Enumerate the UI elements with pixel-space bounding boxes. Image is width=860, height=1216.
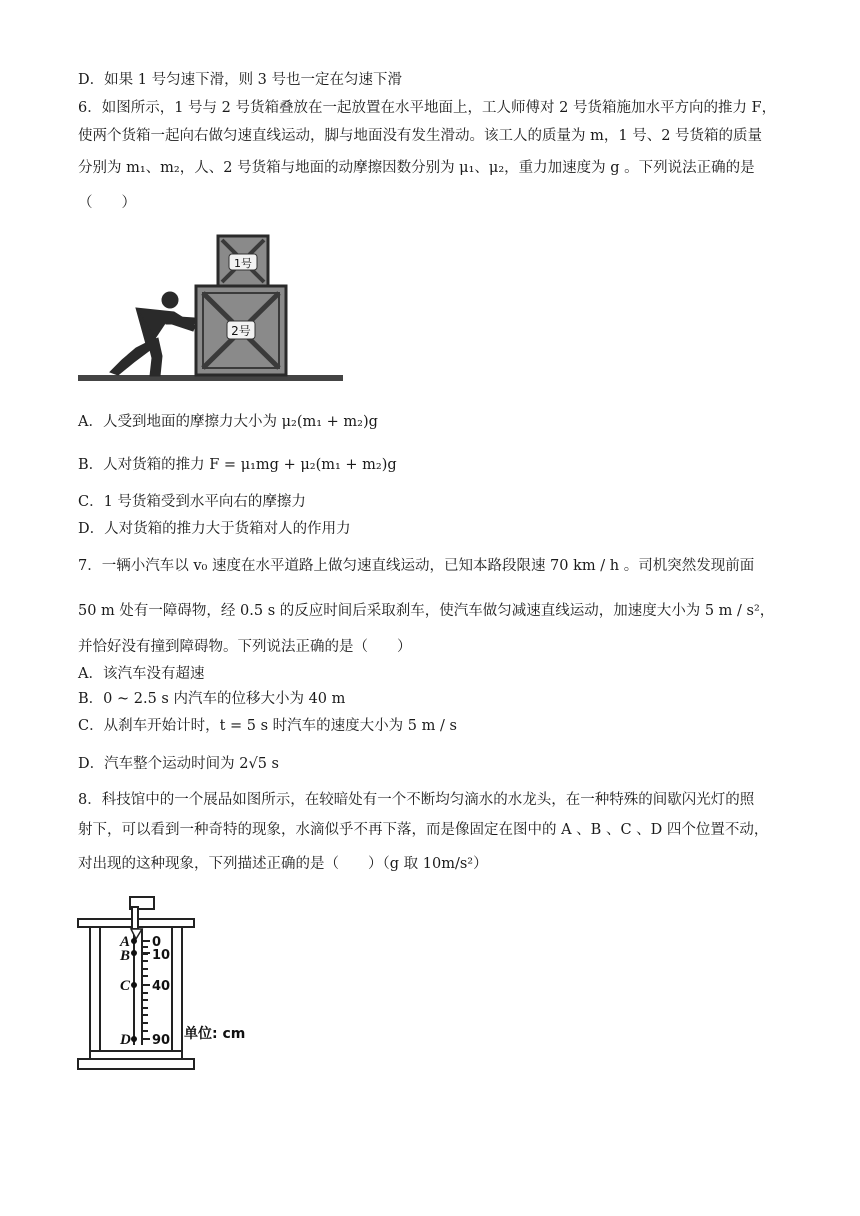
drop-d [131,1036,137,1042]
label-d: D [120,1032,131,1048]
scale-0: 0 [152,935,162,950]
label-a: A [120,934,131,950]
q7-stem-line-1: 7．一辆小汽车以 v₀ 速度在水平道路上做匀速直线运动，已知本路段限速 70 km / h 。司机突然发现前面 [78,558,755,574]
q6-stem-line-3: 分别为 m₁、m₂，人、2 号货箱与地面的动摩擦因数分别为 μ₁、μ₂，重力加速度为 g 。下列说法正确的是 [78,160,755,176]
q6-option-d: D．人对货箱的推力大于货箱对人的作用力 [78,521,351,537]
q8-stem-line-2: 射下，可以看到一种奇特的现象，水滴似乎不再下落，而是像固定在图中的 A 、B 、C 、D 四个位置不动， [78,822,769,838]
unit-label: 单位: cm [184,1026,246,1042]
scale-90: 90 [152,1033,171,1048]
q7-option-b: B．0 ~ 2.5 s 内汽车的位移大小为 40 m [78,691,346,707]
worker [110,292,195,376]
box-2-label: 2号 [231,324,251,338]
label-b: B [120,948,131,964]
q7-option-d: D．汽车整个运动时间为 2√5 s [78,756,279,772]
box-2 [196,286,286,375]
q6-option-b: B．人对货箱的推力 F = μ₁mg + μ₂(m₁ + m₂)g [78,457,397,473]
q7-stem-line-2: 50 m 处有一障碍物，经 0.5 s 的反应时间后采取刹车，使汽车做匀减速直线运动，加速度大小为 5 m / s²， [78,603,775,619]
drop-b [131,950,137,956]
q6-option-a: A．人受到地面的摩擦力大小为 μ₂(m₁ + m₂)g [78,414,378,430]
q8-stem-line-1: 8．科技馆中的一个展品如图所示，在较暗处有一个不断均匀滴水的水龙头，在一种特殊的间歇闪光灯的照 [78,792,755,808]
q6-figure [78,230,343,386]
q7-option-c: C．从刹车开始计时，t = 5 s 时汽车的速度大小为 5 m / s [78,718,457,734]
box-1 [218,236,268,286]
drop-c [131,982,137,988]
label-c: C [120,978,131,994]
scale-10: 10 [152,948,171,963]
box-1-label: 1号 [234,257,252,270]
drop-a [131,938,137,944]
scale-40: 40 [152,979,171,994]
q8-figure [76,893,276,1079]
q5-option-d: D．如果 1 号匀速下滑，则 3 号也一定在匀速下滑 [78,72,403,88]
q6-option-c: C．1 号货箱受到水平向右的摩擦力 [78,494,306,510]
q8-stem-line-3: 对出现的这种现象，下列描述正确的是（ ）（g 取 10m/s²） [78,856,488,872]
q7-stem-line-3: 并恰好没有撞到障碍物。下列说法正确的是（ ） [78,639,412,655]
q6-stem-line-2: 使两个货箱一起向右做匀速直线运动，脚与地面没有发生滑动。该工人的质量为 m，1 号、2 号货箱的质量 [78,128,763,144]
q7-option-a: A．该汽车没有超速 [78,666,205,682]
q6-answer-blank: （ ） [78,195,136,211]
q6-stem-line-1: 6．如图所示，1 号与 2 号货箱叠放在一起放置在水平地面上，工人师傅对 2 号货箱施加水平方向的推力 F， [78,100,777,116]
